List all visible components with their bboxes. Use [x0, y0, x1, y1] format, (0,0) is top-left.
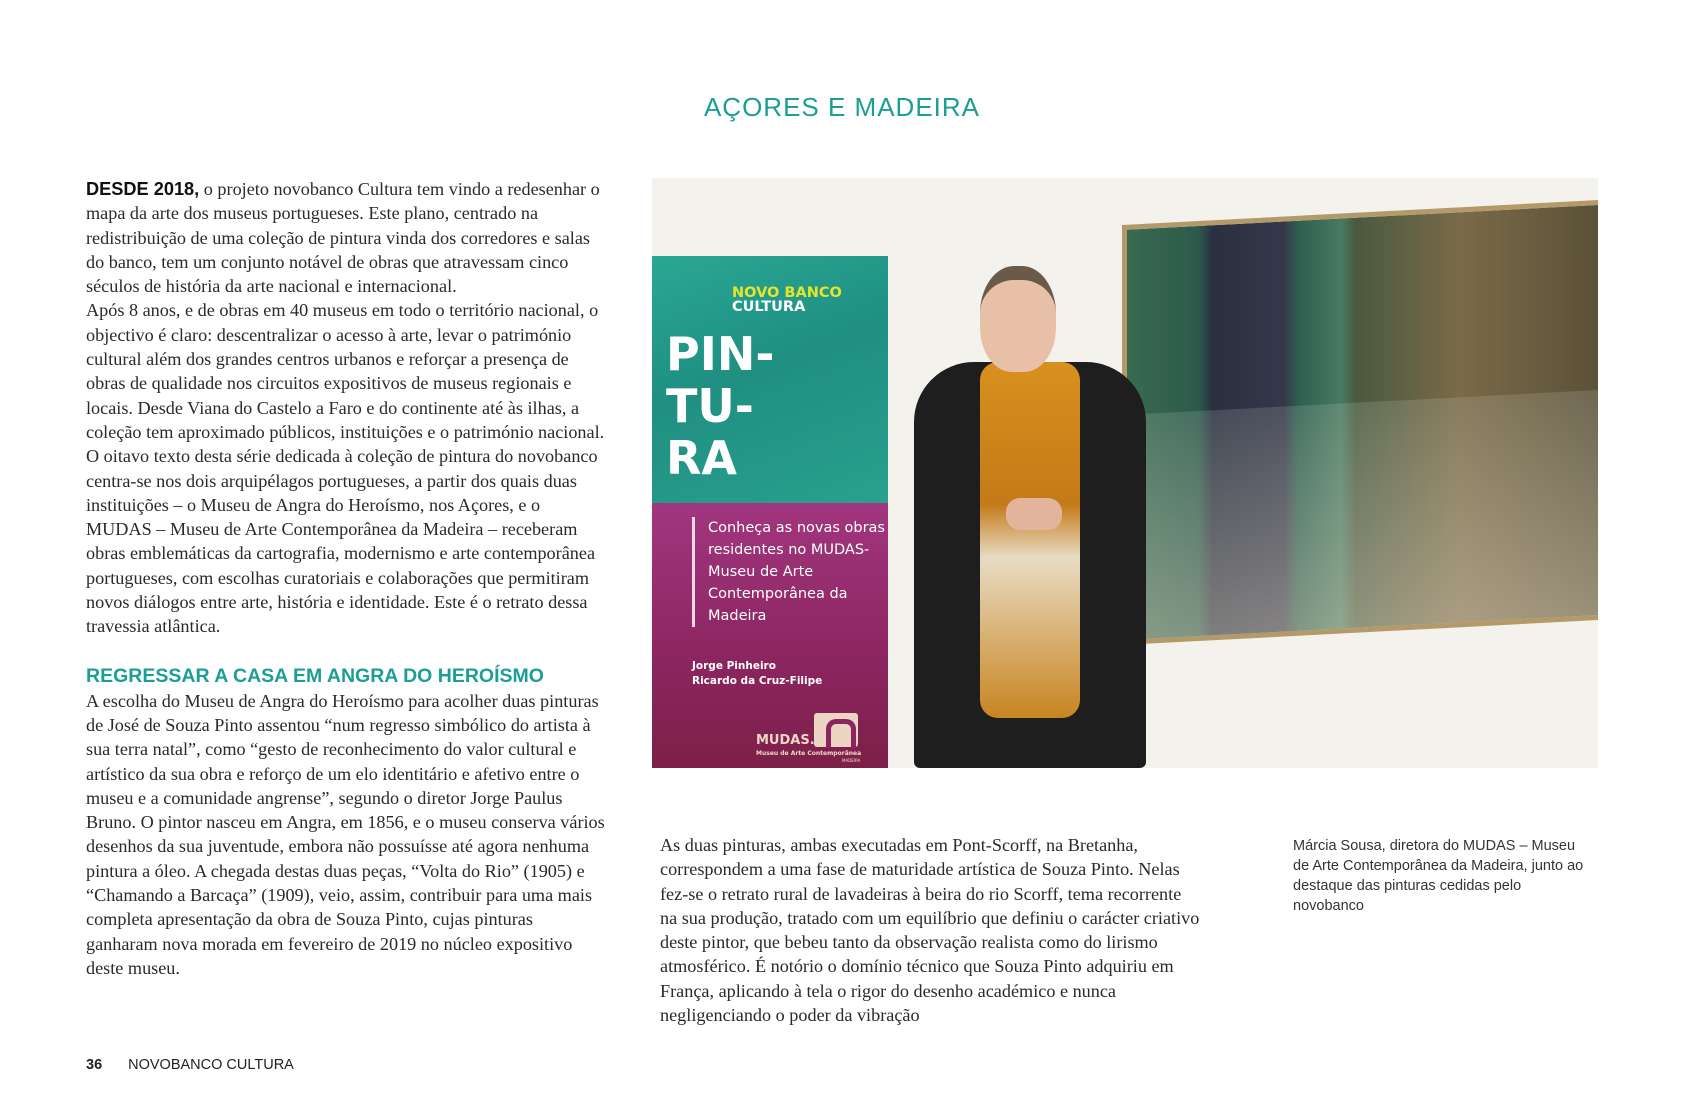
paragraph-3: O oitavo texto desta série dedicada à coleção de pintura do novobanco centra-se nos dois arquipélagos portugueses, a partir dos quais duas instituições – o Museu de Angra do Heroísmo, nos Açores, e o MUDAS – Museu de Arte Contemporânea da Madeira – receberam obras emblemáticas da cartografia, modernismo e arte contemporânea portugueses, com escolhas curatoriais e colaborações que permitiram novos diálogos entre arte, história e identidade. Este é o retrato dessa travessia atlântica. [86, 446, 598, 637]
scarf [980, 362, 1080, 718]
middle-column [660, 833, 1200, 1027]
page-number: 36 [86, 1057, 103, 1073]
hands [1006, 498, 1062, 530]
painting [1122, 200, 1598, 645]
middle-paragraph: As duas pinturas, ambas executadas em Pont-Scorff, na Bretanha, correspondem a uma fase de maturidade artística de Souza Pinto. Nelas fez-se o retrato rural de lavadeiras à beira do rio Scorff, tema recorrente na sua produção, tratado com um equilíbrio que definiu o carácter criativo deste pintor, que bebeu tanto da observação realista como do lirismo atmosférico. É notório o domínio técnico que Souza Pinto adquiriu em França, aplicando à tela o rigor do desenho académico e nunca negligenciando o poder da vibração [660, 835, 1200, 1026]
subheading: REGRESSAR A CASA EM ANGRA DO HEROÍSMO [86, 664, 544, 687]
page-footer [86, 1057, 294, 1073]
photo-caption: Márcia Sousa, diretora do MUDAS – Museu de Arte Contemporânea da Madeira, junto ao destaque das pinturas cedidas pelo novobanco [1293, 838, 1584, 914]
logo-line-2: CULTURA [732, 299, 806, 315]
person-figure [914, 266, 1146, 768]
logo-line-1: NOVO BANCO [732, 285, 842, 301]
mudas-word: MUDAS. [756, 733, 815, 748]
banner-name-1: Jorge Pinheiro [692, 660, 776, 672]
left-column [86, 177, 606, 980]
banner-names [692, 659, 822, 689]
banner-title-line-3: RA [666, 431, 738, 485]
intro-lead: DESDE 2018, [86, 179, 200, 199]
novo-banco-cultura-logo [732, 286, 842, 314]
banner-title-line-2: TU- [666, 379, 754, 433]
section-title: AÇORES E MADEIRA [703, 92, 981, 122]
banner-top [652, 256, 888, 503]
banner-title-line-1: PIN- [666, 327, 775, 381]
banner-name-2: Ricardo da Cruz-Filipe [692, 675, 823, 687]
mudas-sub: Museu de Arte Contemporânea [756, 750, 862, 757]
paragraph-2: Após 8 anos, e de obras em 40 museus em todo o território nacional, o objectivo é claro: descentralizar o acesso à arte, levar o património cultural além dos grandes centros urbanos e reforçar a presença de obras de qualidade nos circuitos expositivos de museus regionais e locais. Desde Viana do Castelo a Faro e do continente até às ilhas, a coleção tem aproximado públicos, instituições e o património nacional. [86, 300, 605, 442]
intro-text: o projeto novobanco Cultura tem vindo a redesenhar o mapa da arte dos museus portugueses. Este plano, centrado na redistribuição de uma coleção de pintura vinda dos corredores e salas do banco, tem um conjunto notável de obras que atravessam cinco séculos de história da arte nacional e internacional. [86, 179, 600, 297]
mudas-region: MADEIRA [842, 758, 861, 763]
banner-bottom [652, 503, 888, 768]
banner-title [666, 328, 774, 484]
banner-roll-up [652, 256, 888, 768]
head [980, 266, 1056, 372]
intro-paragraph [86, 177, 606, 298]
mudas-mark-icon [814, 713, 858, 747]
paragraph-4: A escolha do Museu de Angra do Heroísmo para acolher duas pinturas de José de Souza Pinto assentou “num regresso simbólico do artista à sua terra natal”, como “gesto de reconhecimento do valor cultural e artístico da sua obra e reforço de um elo identitário e afetivo entre o museu e a comunidade angrense”, segundo o diretor Jorge Paulus Bruno. O pintor nasceu em Angra, em 1856, e o museu conserva vários desenhos da sua juventude, embora não possuísse até agora nenhuma pintura a óleo. A chegada destas duas peças, “Volta do Rio” (1905) e “Chamando a Barcaça” (1909), veio, assim, contribuir para uma mais completa apresentação da obra de Souza Pinto, cujas pinturas ganharam nova morada em fevereiro de 2019 no núcleo expositivo deste museu. [86, 690, 605, 978]
photo-marcia-sousa [652, 178, 1598, 768]
publication-name: NOVOBANCO CULTURA [128, 1057, 294, 1073]
banner-text: Conheça as novas obras residentes no MUDAS- Museu de Arte Contemporânea da Madeira [692, 517, 898, 627]
